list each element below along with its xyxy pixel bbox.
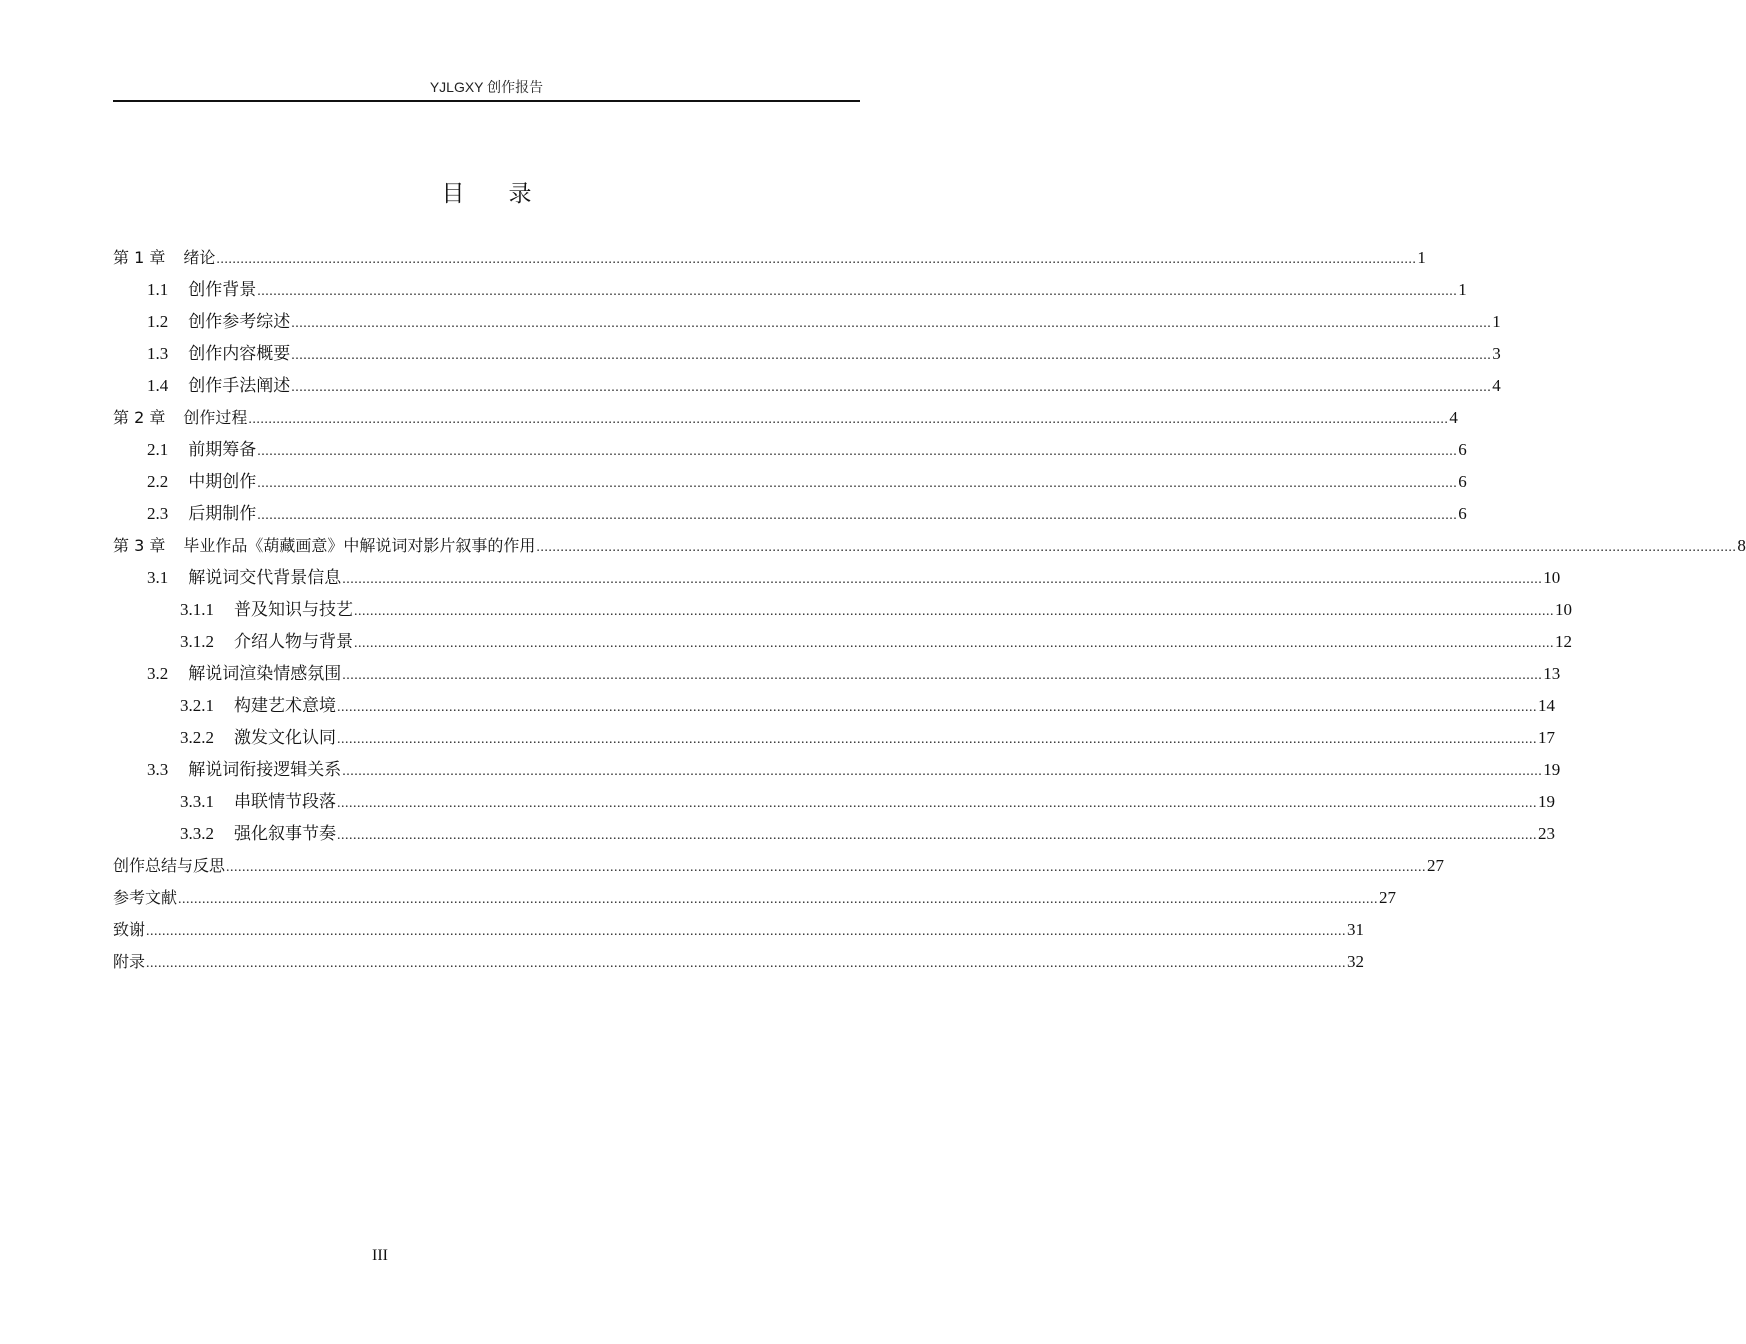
toc-entry-number: 2.1 [147,440,169,459]
toc-entry-number: 3.1.1 [180,600,214,619]
toc-entry-number: 1.3 [147,344,169,363]
toc-entry[interactable] [113,914,1365,946]
toc-entry[interactable] [113,466,1467,498]
toc-entry-page: 4 [1492,376,1501,395]
toc-entry[interactable] [113,562,1561,594]
toc-entry[interactable] [113,754,1561,786]
toc-entry[interactable] [113,402,1458,434]
toc-entry-page: 27 [1427,856,1445,875]
toc-dot-leader: ............................................................................................................................................................................................................................................................................................................ [248,412,1449,427]
toc-entry-title: 创作背景 [188,280,257,299]
toc-entry[interactable] [113,370,1501,402]
toc-entry-title: 普及知识与技艺 [234,600,353,619]
toc-entry-number: 第 2 章 [113,408,166,427]
toc-entry-page: 17 [1538,728,1555,747]
toc-entry-number: 1.1 [147,280,169,299]
toc-entry-page: 12 [1555,632,1572,651]
toc-entry-page: 1 [1492,312,1501,331]
toc-entry[interactable] [113,946,1365,978]
toc-entry-title: 激发文化认同 [234,728,336,747]
toc-entry-title: 介绍人物与背景 [234,632,353,651]
toc-entry-page: 1 [1458,280,1467,299]
toc-dot-leader: ............................................................................................................................................................................................................................................................................................................ [146,924,1347,939]
toc-entry-title: 中期创作 [188,472,257,491]
toc-entry-title: 解说词交代背景信息 [188,568,342,587]
toc-entry[interactable] [113,850,1445,882]
toc-entry-number: 3.2.1 [180,696,214,715]
toc-entry[interactable] [113,338,1501,370]
toc-entry-page: 6 [1458,504,1467,523]
toc-dot-leader: ............................................................................................................................................................................................................................................................................................................ [536,540,1737,555]
toc-entry[interactable] [113,690,1555,722]
toc-dot-leader: ............................................................................................................................................................................................................................................................................................................ [291,348,1492,363]
toc-dot-leader: ............................................................................................................................................................................................................................................................................................................ [337,732,1537,747]
toc-title: 目录 [441,181,576,207]
toc-entry-title: 解说词渲染情感氛围 [188,664,342,683]
toc-entry-number: 1.2 [147,312,169,331]
toc-entry-number: 3.3 [147,760,169,779]
header-rule [113,100,860,102]
toc-dot-leader: ............................................................................................................................................................................................................................................................................................................ [216,252,1417,267]
toc-entry[interactable] [113,818,1555,850]
toc-entry-number: 3.2.2 [180,728,214,747]
toc-entry-page: 8 [1737,536,1746,555]
page-number: III [372,1247,388,1264]
toc-entry-page: 32 [1347,952,1365,971]
toc-entry-title: 解说词衔接逻辑关系 [188,760,342,779]
toc-entry-page: 10 [1555,600,1572,619]
toc-entry-title: 前期筹备 [188,440,257,459]
toc-entry-page: 1 [1417,248,1426,267]
toc-dot-leader: ............................................................................................................................................................................................................................................................................................................ [342,572,1543,587]
toc-entry[interactable] [113,434,1467,466]
toc-dot-leader: ............................................................................................................................................................................................................................................................................................................ [257,476,1458,491]
toc-entry-title: 创作过程 [183,408,248,427]
toc-dot-leader: ............................................................................................................................................................................................................................................................................................................ [291,316,1492,331]
toc-dot-leader: ............................................................................................................................................................................................................................................................................................................ [337,796,1537,811]
toc-entry-title: 强化叙事节奏 [234,824,336,843]
toc-entry-number: 3.1.2 [180,632,214,651]
toc-dot-leader: ............................................................................................................................................................................................................................................................................................................ [342,668,1543,683]
running-header: YJLGXY 创作报告 [429,79,544,95]
toc-entry-number: 3.1 [147,568,169,587]
toc-entry-number: 第 3 章 [113,536,166,555]
toc-entry-title: 毕业作品《葫藏画意》中解说词对影片叙事的作用 [183,536,536,555]
toc-entry[interactable] [113,594,1572,626]
toc-entry-page: 19 [1538,792,1555,811]
toc-dot-leader: ............................................................................................................................................................................................................................................................................................................ [354,636,1554,651]
toc-dot-leader: ............................................................................................................................................................................................................................................................................................................ [337,828,1537,843]
toc-entry-page: 6 [1458,440,1467,459]
toc-entry-number: 1.4 [147,376,169,395]
toc-entry[interactable] [113,786,1555,818]
toc-entry[interactable] [113,722,1555,754]
toc-entry-page: 3 [1492,344,1501,363]
toc-entry-number: 2.3 [147,504,169,523]
toc-dot-leader: ............................................................................................................................................................................................................................................................................................................ [337,700,1537,715]
toc-entry[interactable] [113,274,1467,306]
toc-entry-page: 31 [1347,920,1365,939]
toc-entry[interactable] [113,498,1467,530]
toc-entry-number: 3.3.1 [180,792,214,811]
table-of-contents [113,242,1746,978]
toc-entry-page: 27 [1379,888,1397,907]
toc-entry[interactable] [113,530,1746,562]
toc-entry-title: 创作手法阐述 [188,376,291,395]
toc-entry[interactable] [113,882,1397,914]
toc-entry-title: 构建艺术意境 [234,696,336,715]
toc-entry[interactable] [113,242,1426,274]
toc-dot-leader: ............................................................................................................................................................................................................................................................................................................ [178,892,1379,907]
toc-dot-leader: ............................................................................................................................................................................................................................................................................................................ [146,956,1347,971]
toc-entry-title: 串联情节段落 [234,792,336,811]
toc-entry-title: 后期制作 [188,504,257,523]
toc-entry-page: 14 [1538,696,1555,715]
toc-entry-number: 2.2 [147,472,169,491]
toc-dot-leader: ............................................................................................................................................................................................................................................................................................................ [226,860,1427,875]
toc-dot-leader: ............................................................................................................................................................................................................................................................................................................ [257,508,1458,523]
toc-entry[interactable] [113,658,1561,690]
toc-entry-page: 10 [1543,568,1561,587]
toc-dot-leader: ............................................................................................................................................................................................................................................................................................................ [354,604,1554,619]
toc-entry-title: 创作内容概要 [188,344,291,363]
toc-entry-page: 19 [1543,760,1561,779]
toc-entry-title: 绪论 [183,248,216,267]
toc-entry[interactable] [113,626,1572,658]
toc-entry-number: 3.2 [147,664,169,683]
toc-entry-page: 23 [1538,824,1555,843]
toc-dot-leader: ............................................................................................................................................................................................................................................................................................................ [257,444,1458,459]
toc-entry-title: 致谢 [113,920,146,939]
toc-entry-title: 创作总结与反思 [113,856,226,875]
toc-dot-leader: ............................................................................................................................................................................................................................................................................................................ [257,284,1458,299]
toc-entry-page: 6 [1458,472,1467,491]
toc-entry-number: 3.3.2 [180,824,214,843]
toc-entry-title: 参考文献 [113,888,178,907]
toc-entry-page: 4 [1449,408,1458,427]
toc-dot-leader: ............................................................................................................................................................................................................................................................................................................ [342,764,1543,779]
toc-entry-number: 第 1 章 [113,248,166,267]
toc-entry[interactable] [113,306,1501,338]
toc-entry-title: 创作参考综述 [188,312,291,331]
toc-entry-page: 13 [1543,664,1561,683]
toc-dot-leader: ............................................................................................................................................................................................................................................................................................................ [291,380,1492,395]
toc-entry-title: 附录 [113,952,146,971]
